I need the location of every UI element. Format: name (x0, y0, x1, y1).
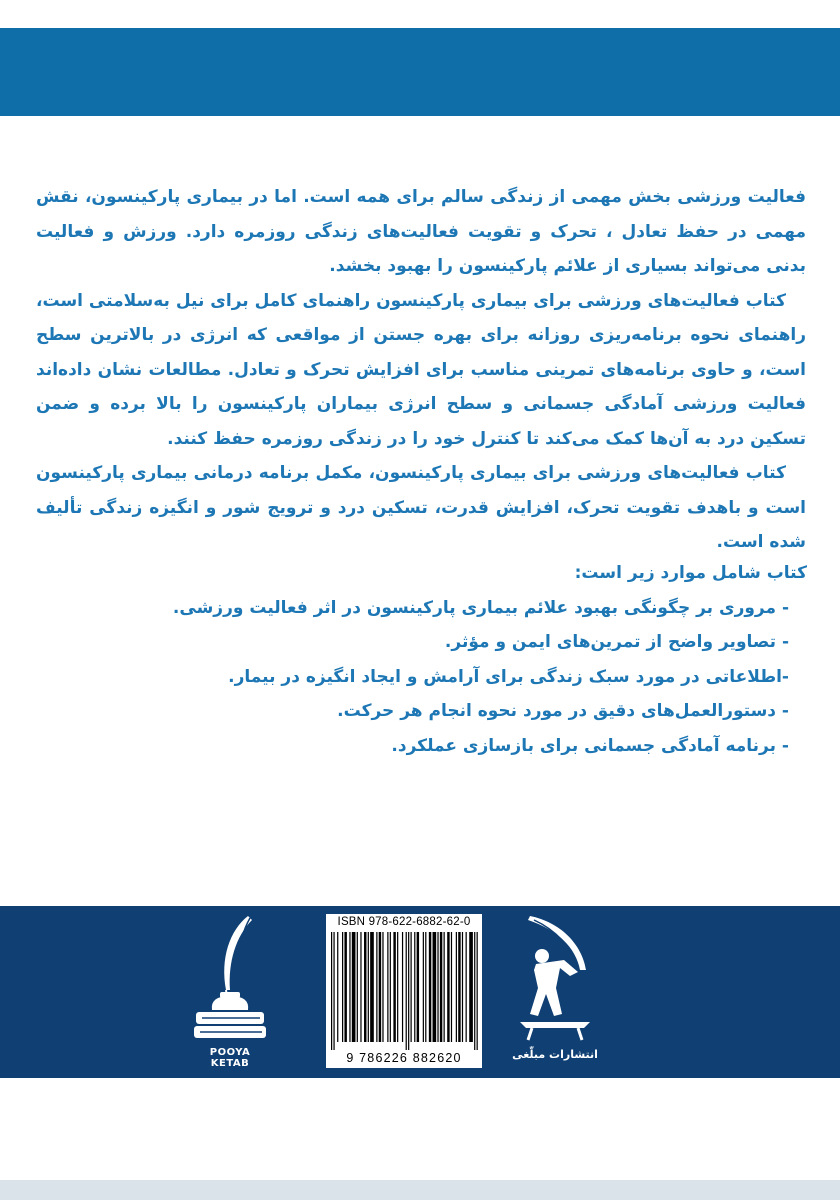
barcode-bar (333, 932, 334, 1050)
barcode-bar (368, 932, 369, 1042)
barcode-bar (352, 932, 356, 1042)
barcode-bar (406, 932, 407, 1050)
barcode-bar (342, 932, 343, 1042)
pooya-ketab-logo (190, 910, 270, 1070)
barcode-bar (379, 932, 381, 1042)
barcode-bar (360, 932, 361, 1042)
isbn-barcode (326, 914, 482, 1068)
barcode-bar (474, 932, 475, 1050)
barcode-bar (331, 932, 332, 1050)
isbn-label: ISBN 978-622-6882-62-0 (337, 916, 471, 928)
barcode-bar (456, 932, 457, 1042)
barcode-bar (387, 932, 388, 1042)
quill-figure-icon (500, 910, 610, 1045)
barcode-bar (397, 932, 398, 1042)
book-description (36, 180, 806, 560)
list-item: - مروری بر چگونگی بهبود علائم بیماری پارکینسون در اثر فعالیت ورزشی. (172, 597, 789, 618)
top-color-band (0, 28, 840, 116)
publisher-wordmark: انتشارات مبلّغی (512, 1048, 598, 1061)
barcode-bars (331, 932, 479, 1050)
barcode-bar (390, 932, 391, 1042)
barcode-bar (466, 932, 467, 1042)
pooya-ketab-wordmark: POOYA KETAB (209, 1047, 251, 1069)
barcode-bar (444, 932, 445, 1042)
contents-list (40, 591, 807, 764)
barcode-bar (414, 932, 415, 1042)
list-item: - برنامه آمادگی جسمانی برای بازسازی عملکرد. (391, 735, 789, 756)
barcode-bar (429, 932, 431, 1042)
barcode-bar (382, 932, 383, 1042)
barcode-digits: 9 786226 882620 (346, 1051, 462, 1065)
barcode-bar (469, 932, 473, 1042)
barcode-bar (393, 932, 395, 1042)
barcode-bar (458, 932, 460, 1042)
list-item: - دستورالعمل‌های دقیق در مورد نحوه انجام هر حرکت. (337, 701, 789, 721)
barcode-bar (357, 932, 358, 1042)
description-paragraph-2: کتاب فعالیت‌های ورزشی برای بیماری پارکینسون راهنمای کامل برای نیل به‌سلامتی است، راهنمای نحوه برنامه‌ریزی روزانه برای بهره جستن از مواقعی که انرژی در بالاترین سطح است، و حاوی برنامه‌های تمرینی مناسب برای افزایش تحرک و تعادل. مطالعات نشان داده‌اند فعالیت ورزشی آمادگی جسمانی و سطح انرژی بیماران پارکینسون را بالا برده و ضمن تسکین درد به آن‌ها کمک می‌کند تا کنترل خود را در زندگی روزمره حفظ کنند. (36, 290, 806, 449)
bottom-strip (0, 1180, 840, 1200)
barcode-bar (364, 932, 366, 1042)
barcode-bar (451, 932, 452, 1042)
list-item: -اطلاعاتی در مورد سبک زندگی برای آرامش و ایجاد انگیزه در بیمار. (228, 666, 789, 687)
barcode-bar (417, 932, 419, 1042)
quill-inkwell-books-icon (190, 910, 270, 1045)
barcode-bar (411, 932, 412, 1042)
barcode-bar (425, 932, 426, 1042)
barcode-bar (477, 932, 478, 1050)
mobaleghi-publisher-logo (500, 910, 610, 1070)
barcode-bar (344, 932, 346, 1042)
barcode-bar (462, 932, 463, 1042)
list-item: - تصاویر واضح از تمرین‌های ایمن و مؤثر. (444, 632, 789, 652)
barcode-bar (423, 932, 424, 1042)
description-paragraph-3: کتاب فعالیت‌های ورزشی برای بیماری پارکینسون، مکمل برنامه درمانی بیماری پارکینسون است و باهدف تقویت تحرک، افزایش قدرت، تسکین درد و ترویج شور و انگیزه زندگی تألیف شده است. (36, 463, 806, 552)
barcode-bar (337, 932, 338, 1042)
barcode-bar (349, 932, 350, 1042)
barcode-bar (433, 932, 437, 1042)
barcode-bar (376, 932, 377, 1042)
barcode-bar (437, 932, 438, 1042)
barcode-bar (408, 932, 409, 1050)
barcode-bar (447, 932, 449, 1042)
description-paragraph-1: فعالیت ورزشی بخش مهمی از زندگی سالم برای همه است. اما در بیماری پارکینسون، نقش مهمی در حفظ تعادل ، تحرک و تقویت فعالیت‌های زندگی روزمره دارد. ورزش و فعالیت بدنی می‌تواند بسیاری از علائم پارکینسون را بهبود بخشد. (36, 187, 806, 276)
barcode-bar (440, 932, 442, 1042)
barcode-bar (402, 932, 403, 1042)
contents-section (40, 556, 807, 763)
contents-heading: کتاب شامل موارد زیر است: (574, 563, 807, 583)
barcode-bar (370, 932, 374, 1042)
